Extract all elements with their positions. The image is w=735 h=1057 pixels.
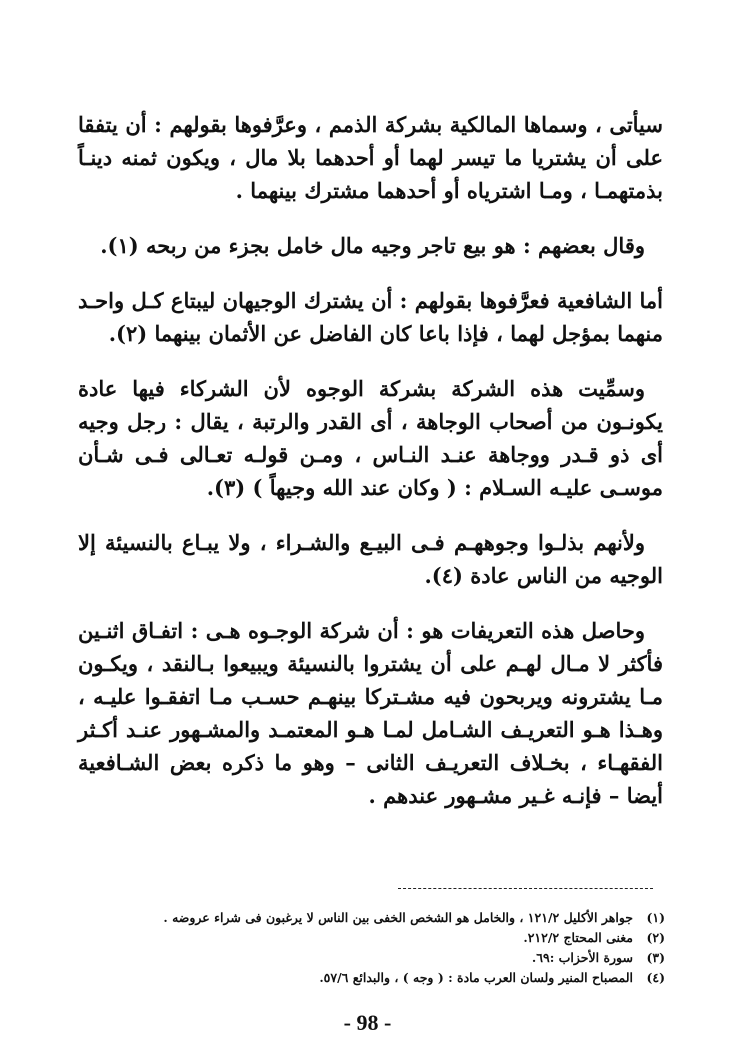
- footnote-text: المصباح المنير ولسان العرب مادة : ( وجه ) ، والبدائع ٥٧/٦.: [319, 970, 633, 985]
- footnote-separator: [398, 888, 653, 889]
- footnote-number: (١): [646, 910, 665, 925]
- paragraph-5: ولأنهم بذلـوا وجوههـم فـى البيـع والشـراء ، ولا يبـاع بالنسيئة إلا الوجيه من الناس عادة (٤).: [78, 530, 663, 588]
- paragraph-2: وقال بعضهم : هو بيع تاجر وجيه مال خامل بجزء من ربحه (١).: [100, 233, 645, 258]
- paragraph-1: سيأتى ، وسماها المالكية بشركة الذمم ، وعرَّفوها بقولهم : أن يتفقا على أن يشتريا ما تيسر لهما أو أحدهما بلا مال ، ويكون ثمنه دينـاً بذمتهمـا ، ومـا اشترياه أو أحدهما مشترك بينهما .: [78, 112, 663, 203]
- page-number-text: - 98 -: [343, 1010, 392, 1035]
- paragraph-4: وسمِّيت هذه الشركة بشركة الوجوه لأن الشركاء فيها عادة يكونـون من أصحاب الوجاهة ، أى القدر والرتبة ، يقال : رجل وجيه أى ذو قـدر ووجاهة عنـد النـاس ، ومـن قولـه تعـالى فـى شـأن موسـى عليـه السـلام : ( وكان عند الله وجيهاً ) (٣).: [78, 376, 663, 500]
- footnote-2: [120, 928, 665, 948]
- page-number: [0, 1010, 735, 1036]
- footnote-text: مغنى المحتاج ٢١٢/٢.: [523, 930, 633, 945]
- main-text: [78, 108, 663, 834]
- footnote-text: جواهر الأكليل ١٢١/٢ ، والخامل هو الشخص الخفى بين الناس لا يرغبون فى شراء عروضه .: [163, 910, 633, 925]
- paragraph-6: وحاصل هذه التعريفات هو : أن شركة الوجـوه هـى : اتفـاق اثنـين فأكثر لا مـال لهـم على أن يشتروا بالنسيئة ويبيعوا بـالنقد ، ويكـون مـا يشترونه ويربحون فيه مشـتركا بينهـم حسـب مـا اتفقـوا عليـه ، وهـذا هـو التعريـف الشـامل لمـا هـو المعتمـد والمشـهور عنـد أكـثر الفقهـاء ، بخـلاف التعريـف الثانى – وهو ما ذكره بعض الشـافعية أيضا – فإنـه غـير مشـهور عندهم .: [78, 618, 663, 808]
- footnote-text: سورة الأحزاب :٦٩.: [531, 950, 633, 965]
- footnote-3: [120, 948, 665, 968]
- footnote-number: (٤): [646, 970, 665, 985]
- footnotes: [120, 908, 665, 988]
- footnote-4: [120, 968, 665, 988]
- footnote-number: (٢): [646, 930, 665, 945]
- footnote-1: [120, 908, 665, 928]
- footnote-number: (٣): [646, 950, 665, 965]
- paragraph-3: أما الشافعية فعرَّفوها بقولهم : أن يشترك الوجيهان ليبتاع كـل واحـد منهما بمؤجل لهما ، فإذا باعا كان الفاضل عن الأثمان بينهما (٢).: [78, 288, 663, 346]
